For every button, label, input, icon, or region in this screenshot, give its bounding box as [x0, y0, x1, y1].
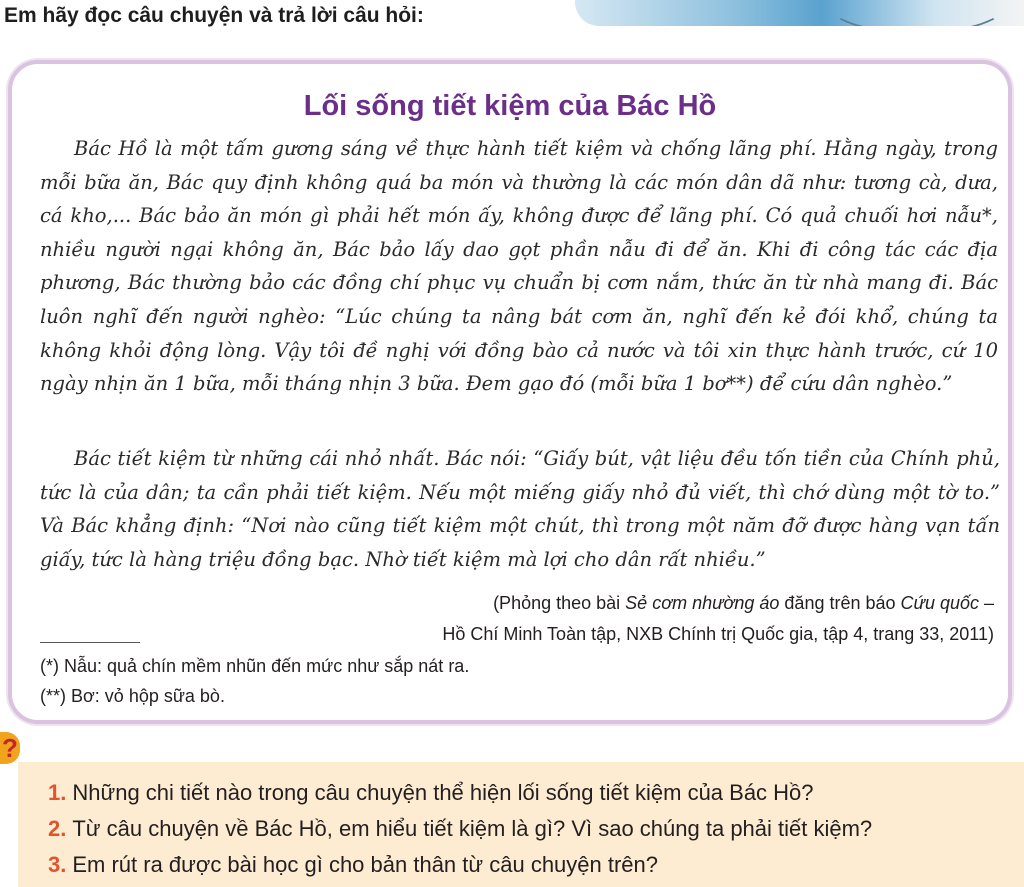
question-text: Những chi tiết nào trong câu chuyện thể hiện lối sống tiết kiệm của Bác Hồ?	[72, 780, 814, 805]
story-box	[8, 60, 1012, 724]
illustration-stroke	[825, 0, 1009, 26]
source-middle: đăng trên báo	[779, 593, 901, 613]
question-number: 1.	[48, 780, 67, 805]
question-mark-icon: ?	[0, 732, 20, 764]
source-newspaper: Cứu quốc	[900, 593, 979, 613]
footnote-1: (*) Nẫu: quả chín mềm nhũn đến mức như sắp nát ra.	[40, 656, 470, 676]
source-prefix: (Phỏng theo bài	[493, 593, 626, 613]
source-article-title: Sẻ cơm nhường áo	[625, 593, 780, 613]
question-number: 3.	[48, 852, 67, 877]
question-item	[48, 780, 814, 806]
header-illustration	[575, 0, 1024, 26]
instruction-heading: Em hãy đọc câu chuyện và trả lời câu hỏi:	[4, 4, 424, 27]
story-paragraph-2: Bác tiết kiệm từ những cái nhỏ nhất. Bác nói: “Giấy bút, vật liệu đều tốn tiền của Chính phủ, tức là của dân; ta cần phải tiết kiệm. Nếu một miếng giấy nhỏ đủ viết, thì chớ dùng một tờ to.” Và Bác khẳng định: “Nơi nào cũng tiết kiệm một chút, thì trong một năm đỡ được hàng vạn tấn giấy, tức là hàng triệu đồng bạc. Nhờ tiết kiệm mà lợi cho dân rất nhiều.”	[40, 447, 1000, 571]
questions-box	[18, 762, 1024, 887]
source-line-2: Hồ Chí Minh Toàn tập, NXB Chính trị Quốc gia, tập 4, trang 33, 2011)	[442, 624, 994, 644]
question-text: Từ câu chuyện về Bác Hồ, em hiểu tiết kiệm là gì? Vì sao chúng ta phải tiết kiệm?	[72, 816, 873, 841]
footnote-2: (**) Bơ: vỏ hộp sữa bò.	[40, 686, 225, 706]
source-dash: –	[978, 593, 994, 613]
source-citation	[442, 588, 994, 650]
story-title: Lối sống tiết kiệm của Bác Hồ	[303, 90, 717, 122]
illustration-stroke	[635, 0, 801, 26]
question-number: 2.	[48, 816, 67, 841]
story-paragraph-1: Bác Hồ là một tấm gương sáng về thực hành tiết kiệm và chống lãng phí. Hằng ngày, trong mỗi bữa ăn, Bác quy định không quá ba món và thường là các món dân dã như: tương cà, dưa, cá kho,... Bác bảo ăn món gì phải hết món ấy, không được để lãng phí. Có quả chuối hơi nẫu*, nhiều người ngại không ăn, Bác bảo lấy dao gọt phần nẫu đi để ăn. Khi đi công tác các địa phương, Bác thường bảo các đồng chí phục vụ chuẩn bị cơm nắm, thức ăn từ nhà mang đi. Bác luôn nghĩ đến người nghèo: “Lúc chúng ta nâng bát cơm ăn, nghĩ đến kẻ đói khổ, chúng ta không khỏi động lòng. Vậy tôi đề nghị với đồng bào cả nước và tôi xin thực hành trước, cứ 10 ngày nhịn ăn 1 bữa, mỗi tháng nhịn 3 bữa. Đem gạo đó (mỗi bữa 1 bơ**) để cứu dân nghèo.”	[40, 137, 998, 396]
question-item	[48, 852, 658, 878]
footnote-divider	[40, 642, 140, 643]
question-text: Em rút ra được bài học gì cho bản thân từ câu chuyện trên?	[72, 852, 659, 877]
question-item	[48, 816, 872, 842]
